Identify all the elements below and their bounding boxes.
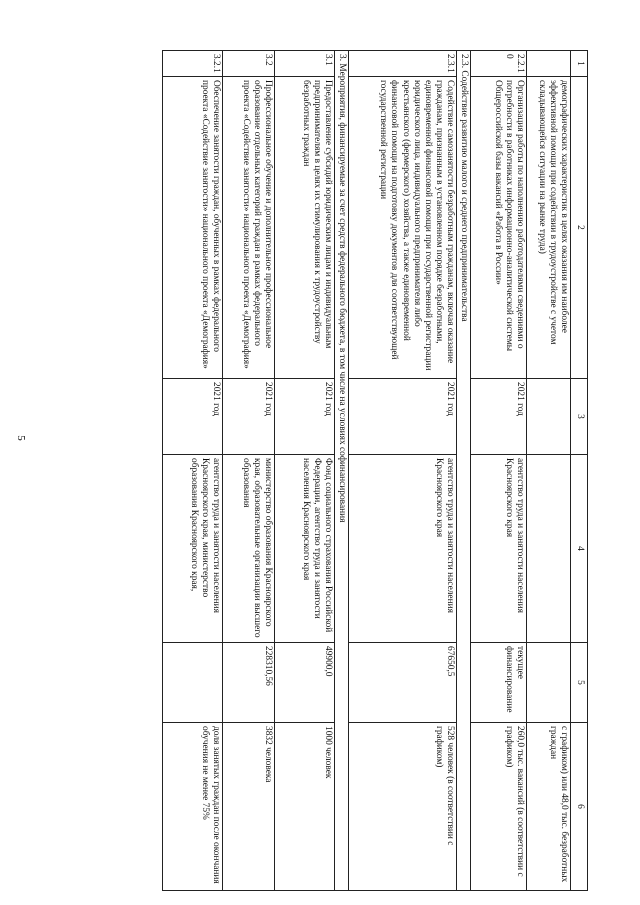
executor	[527, 455, 571, 643]
column-header: 4	[571, 455, 588, 643]
section-row	[456, 51, 470, 891]
executor: агентство труда и занятости населения Красноярского края	[471, 455, 527, 643]
column-header: 3	[571, 379, 588, 455]
executor: Фонд социального страхования Российской Федерации, агентство труда и занятости населения Красноярского края	[274, 455, 334, 643]
section-row	[334, 51, 348, 891]
activity-text: Предоставление субсидий юридическим лицам и индивидуальным предпринимателям в целях их стимулирования к трудоустройству безработных граждан	[274, 77, 334, 379]
result: с графиком) или 48,0 тыс. безработных граждан	[527, 723, 571, 891]
activity-text: демографических характеристик в целях оказания им наиболее эффективной помощи при содействии в трудоустройстве с учетом складывающейся ситуации на рынке труда)	[527, 77, 571, 379]
table-row	[348, 51, 456, 891]
column-header: 1	[571, 51, 588, 77]
period: 2021 год	[274, 379, 334, 455]
executor: агентство труда и занятости населения Красноярского края, министерство образования Красноярского края,	[162, 455, 222, 643]
result: 528 человек (в соответствии с графиком)	[348, 723, 456, 891]
table-row	[471, 51, 527, 891]
row-number: 2.2.10	[471, 51, 527, 77]
table-row	[274, 51, 334, 891]
page-number: 5	[14, 435, 27, 441]
table-header-row	[571, 51, 588, 891]
amount	[527, 643, 571, 723]
amount: 49900,0	[274, 643, 334, 723]
column-header: 5	[571, 643, 588, 723]
period: 2021 год	[162, 379, 222, 455]
document-table-wrapper	[52, 50, 588, 890]
result: 3832 человека	[222, 723, 274, 891]
activity-text: Организация работы по наполнению работодателями сведениями о потребности в работниках информационно-аналитической системы Общероссийской базы вакансий «Работа в России»	[471, 77, 527, 379]
row-number: 2.3.1	[348, 51, 456, 77]
executor: агентство труда и занятости населения Красноярского края	[348, 455, 456, 643]
activity-text: Содействие самозанятости безработным гражданам, включая оказание гражданам, признанным в установленном порядке безработными, единовременной финансовой помощи при государственной регистрации юридического лица, индивидуального предпринимателя либо крестьянского (фермерского) хозяйства, а также единовременной финансовой помощи на подготовку документов для соответствующей государственной регистрации	[348, 77, 456, 379]
period	[527, 379, 571, 455]
table-row	[527, 51, 571, 891]
period: 2021 год	[348, 379, 456, 455]
result: доля занятых граждан после окончания обучения не менее 75%	[162, 723, 222, 891]
period: 2021 год	[222, 379, 274, 455]
row-number: 3.1	[274, 51, 334, 77]
row-number: 3.2.1	[162, 51, 222, 77]
table-row	[222, 51, 274, 891]
row-number	[527, 51, 571, 77]
executor: министерство образования Красноярского края, образовательные организации высшего образования	[222, 455, 274, 643]
section-title: 3. Мероприятия, финансируемые за счет средств федерального бюджета, в том числе на условиях софинансирования	[334, 51, 348, 891]
activity-text: Обеспечение занятости граждан, обученных в рамках федерального проекта «Содействие занятости» национального проекта «Демография»	[162, 77, 222, 379]
activities-table	[162, 50, 588, 891]
section-title: 2.3. Содействие развитию малого и среднего предпринимательства	[456, 51, 470, 891]
amount	[162, 643, 222, 723]
result: 260,0 тыс. вакансий (в соответствии с графиком)	[471, 723, 527, 891]
amount: 228310,56	[222, 643, 274, 723]
table-row	[162, 51, 222, 891]
column-header: 6	[571, 723, 588, 891]
result: 1000 человек	[274, 723, 334, 891]
amount: текущее финансирование	[471, 643, 527, 723]
period: 2021 год	[471, 379, 527, 455]
column-header: 2	[571, 77, 588, 379]
activity-text: Профессиональное обучение и дополнительное профессиональное образование отдельных категорий граждан в рамках федерального проекта «Содействие занятости» национального проекта «Демография»	[222, 77, 274, 379]
row-number: 3.2	[222, 51, 274, 77]
amount: 67650,5	[348, 643, 456, 723]
